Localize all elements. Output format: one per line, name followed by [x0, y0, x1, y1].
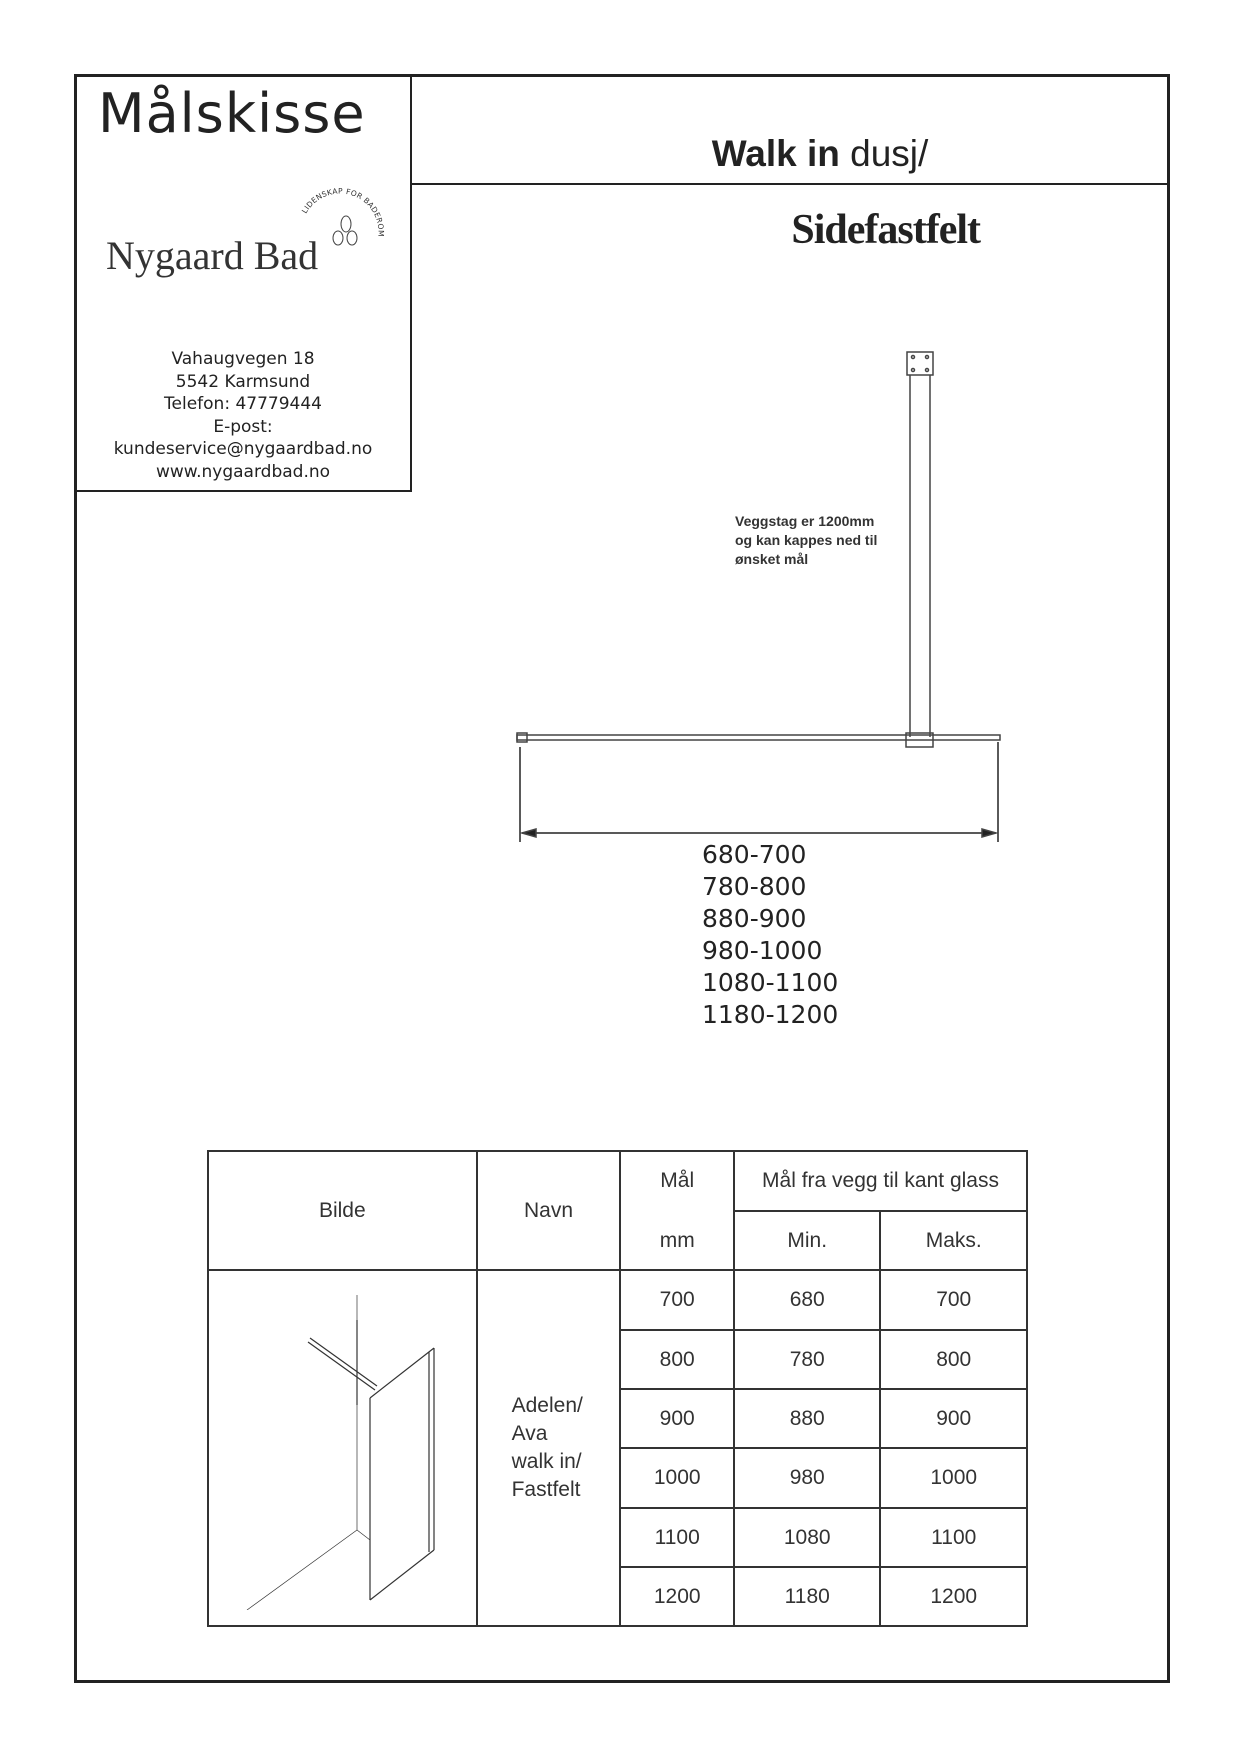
product-image-cell [208, 1270, 477, 1626]
wall-measure-unit: mm [659, 1228, 695, 1252]
dimension-range: 780-800 [702, 872, 807, 901]
product-name-cell [477, 1270, 621, 1626]
cell-size: 800 [620, 1330, 734, 1389]
header-glass-group: Mål fra vegg til kant glass [734, 1151, 1027, 1211]
dimension-range: 1180-1200 [702, 1000, 839, 1029]
cell-max: 1200 [880, 1567, 1027, 1626]
wall-rod-note [735, 512, 877, 569]
document-title: Målskisse [98, 82, 366, 145]
dimension-range: 880-900 [702, 904, 807, 933]
product-name-line: Ava [511, 1422, 548, 1445]
shower-panel-illustration [242, 1280, 442, 1610]
cell-size: 700 [620, 1270, 734, 1330]
cell-max: 1000 [880, 1448, 1027, 1508]
header-image: Bilde [208, 1151, 477, 1270]
cell-size: 1000 [620, 1448, 734, 1508]
product-subtitle: Sidefastfelt [791, 207, 980, 253]
product-name-line: walk in/ [511, 1450, 582, 1473]
brand-tagline-text: LIDENSKAP FOR BADEROM [299, 186, 386, 238]
cell-size: 1100 [620, 1508, 734, 1567]
size-table [207, 1150, 1028, 1627]
header-max: Maks. [880, 1211, 1027, 1270]
product-name-line: Adelen/ [511, 1394, 583, 1417]
address-website[interactable]: www.nygaardbad.no [155, 461, 331, 482]
address-email[interactable]: kundeservice@nygaardbad.no [113, 439, 373, 459]
cell-min: 680 [734, 1270, 880, 1330]
address-street: Vahaugvegen 18 [171, 349, 315, 369]
cell-min: 980 [734, 1448, 880, 1508]
product-title-rest: dusj/ [850, 133, 929, 174]
product-title-bold: Walk in [711, 133, 840, 174]
cell-max: 1100 [880, 1508, 1027, 1567]
cell-max: 700 [880, 1270, 1027, 1330]
cell-size: 900 [620, 1389, 734, 1448]
brand-name: Nygaard Bad [106, 233, 319, 278]
glass-panel [517, 735, 1000, 740]
cell-max: 800 [880, 1330, 1027, 1389]
cell-min: 1180 [734, 1567, 880, 1626]
cell-size: 1200 [620, 1567, 734, 1626]
cell-max: 900 [880, 1389, 1027, 1448]
note-line: og kan kappes ned til [735, 532, 878, 548]
note-line: Veggstag er 1200mm [735, 513, 875, 529]
dimension-range: 980-1000 [702, 936, 823, 965]
wall-measure-label: Mål [660, 1168, 695, 1192]
wall-measure-faded [621, 1196, 733, 1226]
table-row [208, 1270, 1027, 1330]
header-wall-measure [620, 1151, 734, 1270]
address-phone: Telefon: 47779444 [164, 394, 322, 414]
address-email-label: E-post: [213, 416, 273, 437]
wall-bracket-top [907, 352, 933, 375]
dimension-range: 680-700 [702, 840, 807, 869]
product-name-line: Fastfelt [511, 1478, 581, 1501]
cell-min: 1080 [734, 1508, 880, 1567]
address-postal: 5542 Karmsund [175, 371, 311, 392]
header-min: Min. [734, 1211, 880, 1270]
header-name: Navn [477, 1151, 621, 1270]
cell-min: 780 [734, 1330, 880, 1389]
cell-min: 880 [734, 1389, 880, 1448]
dimension-ranges [702, 839, 838, 1031]
note-line: ønsket mål [735, 551, 809, 567]
dimension-range: 1080-1100 [702, 968, 839, 997]
